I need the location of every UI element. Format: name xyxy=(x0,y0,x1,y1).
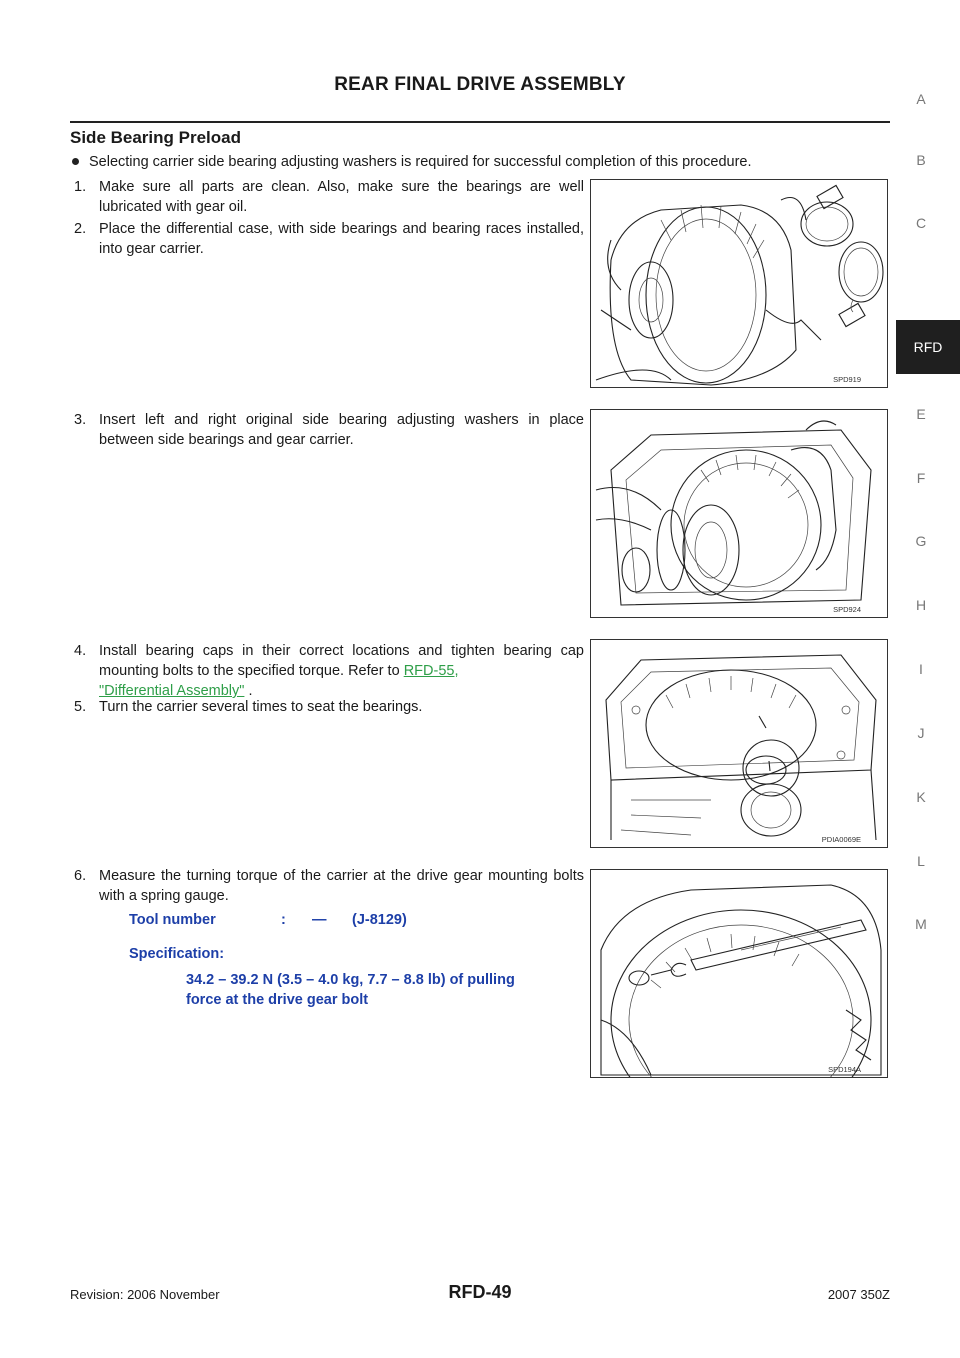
step-5 xyxy=(74,697,584,717)
step-number: 2. xyxy=(74,221,87,237)
specification-line-1: 34.2 – 39.2 N (3.5 – 4.0 kg, 7.7 – 8.8 lb) of pulling xyxy=(186,972,515,988)
link-rfd-55[interactable]: RFD-55, xyxy=(403,663,459,679)
differential-case-illustration xyxy=(591,180,888,388)
step-number: 3. xyxy=(74,412,87,428)
side-tab-f[interactable]: F xyxy=(916,470,926,486)
bullet-icon xyxy=(72,158,79,165)
tool-number-value: (J-8129) xyxy=(352,912,407,928)
step-text: Insert left and right original side bearing adjusting washers in place between side bearings and gear carrier. xyxy=(99,412,584,448)
side-tab-m[interactable]: M xyxy=(915,916,927,932)
side-tab-l[interactable]: L xyxy=(917,853,925,869)
step-text: Make sure all parts are clean. Also, make sure the bearings are well lubricated with gear oil. xyxy=(99,179,584,215)
step-text xyxy=(99,641,584,701)
specification-line-2: force at the drive gear bolt xyxy=(186,992,369,1008)
spring-gauge-illustration xyxy=(591,870,888,1078)
step-2 xyxy=(74,219,584,259)
step-text: Measure the turning torque of the carrier at the drive gear mounting bolts with a spring gauge. xyxy=(99,868,584,904)
side-tab-b[interactable]: B xyxy=(916,152,926,168)
link-differential-assembly[interactable]: "Differential Assembly" xyxy=(99,683,245,699)
section-title: Side Bearing Preload xyxy=(70,128,241,147)
figure-spd924 xyxy=(590,409,888,618)
tool-number-dash: — xyxy=(312,912,327,928)
side-tab-a[interactable]: A xyxy=(916,91,926,107)
title-rule xyxy=(70,121,890,123)
side-tab-k[interactable]: K xyxy=(916,789,926,805)
bullet-note xyxy=(72,152,892,172)
page-title: REAR FINAL DRIVE ASSEMBLY xyxy=(334,74,626,95)
bearing-cap-illustration xyxy=(591,640,888,848)
footer-page-number: RFD-49 xyxy=(448,1282,512,1302)
step-text: Place the differential case, with side bearings and bearing races installed, into gear carrier. xyxy=(99,221,584,257)
step-text-before: Install bearing caps in their correct locations and tighten bearing cap mounting bolts to the specified torque. Refer to xyxy=(99,643,584,679)
figure-pdia0069e xyxy=(590,639,888,848)
side-tab-g[interactable]: G xyxy=(915,533,927,549)
step-4 xyxy=(74,641,584,701)
side-tab-c[interactable]: C xyxy=(915,215,927,231)
tool-number-colon: : xyxy=(281,912,286,928)
step-text-after: . xyxy=(244,683,253,699)
bullet-text: Selecting carrier side bearing adjusting washers is required for successful completion of this procedure. xyxy=(89,154,752,170)
side-tab-e[interactable]: E xyxy=(916,406,926,422)
step-1 xyxy=(74,177,584,217)
figure-spd194a xyxy=(590,869,888,1078)
step-text: Turn the carrier several times to seat the bearings. xyxy=(99,699,423,715)
specification-label: Specification: xyxy=(129,946,225,962)
side-tab-i[interactable]: I xyxy=(919,661,923,677)
step-number: 6. xyxy=(74,868,87,884)
figure-code: SPD924 xyxy=(833,605,861,614)
step-number: 5. xyxy=(74,699,87,715)
step-6 xyxy=(74,866,584,906)
footer-revision: Revision: 2006 November xyxy=(70,1287,220,1302)
figure-code: SPD919 xyxy=(833,375,861,384)
step-number: 4. xyxy=(74,643,87,659)
side-tab-rfd-active[interactable]: RFD xyxy=(896,320,960,374)
figure-spd919 xyxy=(590,179,888,388)
side-tab-h[interactable]: H xyxy=(915,597,927,613)
step-number: 1. xyxy=(74,179,87,195)
washer-insertion-illustration xyxy=(591,410,888,618)
figure-code: PDIA0069E xyxy=(821,835,861,844)
footer-model: 2007 350Z xyxy=(827,1287,890,1302)
figure-code: SPD194A xyxy=(828,1065,861,1074)
side-tab-j[interactable]: J xyxy=(917,725,925,741)
tool-number-label: Tool number xyxy=(129,912,216,928)
step-3 xyxy=(74,410,584,450)
